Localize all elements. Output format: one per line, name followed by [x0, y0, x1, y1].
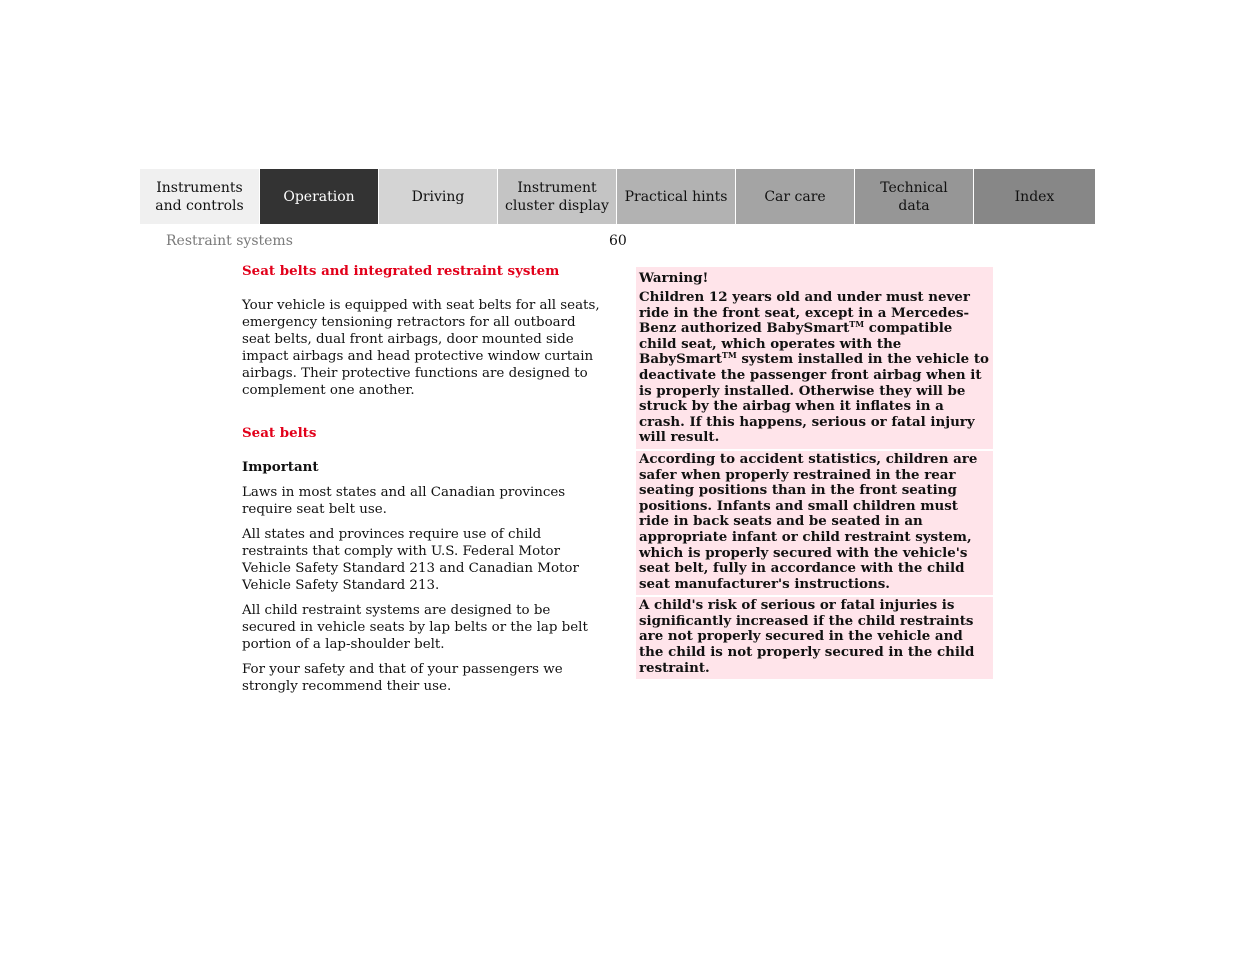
- tab-instruments-and-controls[interactable]: Instruments and controls: [140, 169, 260, 224]
- warning-accident-statistics: According to accident statistics, children are safer when properly restrained in the rear seating positions than in the front seating positions. Infants and small children must ride in back seats and be seated in an appropriate infant or child restraint system, which is properly secured with the vehicle's seat belt, fully in accordance with the child seat manufacturer's instructions.: [639, 450, 978, 592]
- tab-driving[interactable]: Driving: [379, 169, 498, 224]
- warning-front-seat-text: Children 12 years old and under must never ride in the front seat, except in a Mercedes-Benz authorized BabySmart™ compatible child seat, which operates with the BabySmart™ system installed in the vehicle to deactivate the passenger front airbag when it is properly installed. Otherwise they will be struck by the airbag when it inflates in a crash. If this happens, serious or fatal injury will result.: [639, 289, 989, 446]
- warning-box: [636, 267, 993, 681]
- left-column: [242, 263, 604, 695]
- warning-block-2: [636, 451, 993, 595]
- section-label: Restraint systems: [166, 233, 293, 249]
- tab-instrument-cluster-display[interactable]: Instrument cluster display: [498, 169, 617, 224]
- warning-block-1: [636, 267, 993, 449]
- chapter-tab-bar: [140, 169, 1095, 224]
- warning-child-risk: A child's risk of serious or fatal injuries is significantly increased if the child restraints are not properly secured in the vehicle and the child is not properly secured in the child restraint.: [639, 597, 975, 676]
- warning-title: Warning!: [639, 270, 709, 286]
- tab-car-care[interactable]: Car care: [736, 169, 855, 224]
- page-number: 60: [609, 233, 627, 249]
- paragraph-lap-belt-securing: All child restraint systems are designed to be secured in vehicle seats by lap belts or the lap belt portion of a lap-shoulder belt.: [242, 603, 588, 652]
- tab-index[interactable]: Index: [974, 169, 1095, 224]
- heading-seat-belts: Seat belts: [242, 425, 317, 441]
- tab-technical-data[interactable]: Technical data: [855, 169, 974, 224]
- paragraph-seat-belt-laws: Laws in most states and all Canadian provinces require seat belt use.: [242, 485, 566, 517]
- important-label: Important: [242, 459, 319, 475]
- intro-paragraph: Your vehicle is equipped with seat belts for all seats, emergency tensioning retractors for all outboard seat belts, dual front airbags, door mounted side impact airbags and head protective window curtain airbags. Their protective functions are designed to complement one another.: [242, 298, 600, 398]
- trademark-mark: TM: [721, 350, 737, 361]
- tab-operation[interactable]: Operation: [260, 169, 379, 224]
- warning-block-3: [636, 597, 993, 679]
- heading-seat-belts-restraint-system: Seat belts and integrated restraint system: [242, 263, 560, 279]
- paragraph-safety-recommendation: For your safety and that of your passengers we strongly recommend their use.: [242, 662, 563, 694]
- paragraph-child-restraint-standards: All states and provinces require use of child restraints that comply with U.S. Federal Motor Vehicle Safety Standard 213 and Canadian Motor Vehicle Safety Standard 213.: [242, 527, 579, 593]
- trademark-mark: TM: [849, 319, 865, 330]
- tab-practical-hints[interactable]: Practical hints: [617, 169, 736, 224]
